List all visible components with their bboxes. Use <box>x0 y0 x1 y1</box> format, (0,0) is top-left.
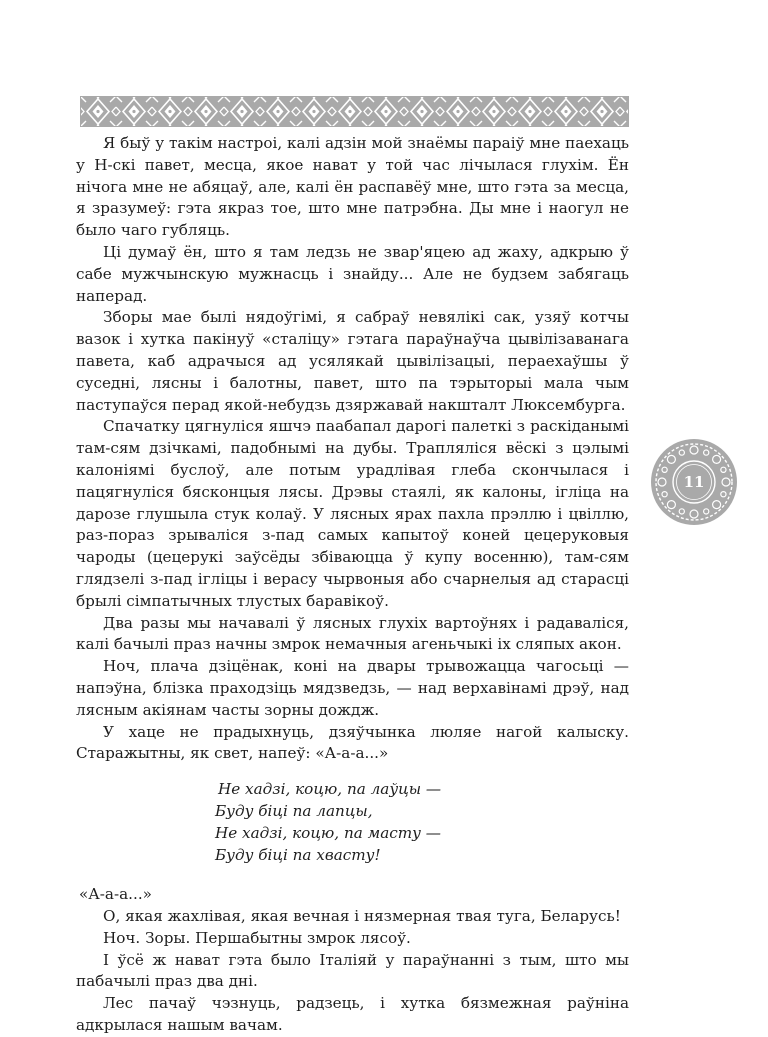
paragraph: Ноч. Зоры. Першабытны змрок лясоў. <box>103 928 411 947</box>
paragraph: І ўсё ж нават гэта было Італіяй у параўнанні з тым, што мы пабачылі праз два дні. <box>76 950 629 991</box>
paragraph: Зборы мае былі нядоўгімі, я сабраў невялікі сак, узяў котчы вазок і хутка пакінуў «сталіцу» гэтага параўнаўча цывілізаванага павета, каб адрачыся ад усялякай цывілізацыі, пераехаўшы ў суседні, лясны і балотны, павет, што па тэрыторыі мала чым паступаўся перад якой-небудзь дзяржавай накшталт Люксембурга. <box>76 308 629 414</box>
paragraph: Ці думаў ён, што я там ледзь не звар'яцею ад жаху, адкрыю ў сабе мужчынскую мужнасць і знайду... Але не будзем забягаць наперад. <box>76 242 629 305</box>
verse-line: Не хадзі, коцю, па масту — <box>215 823 441 842</box>
paragraph: Спачатку цягнуліся яшчэ паабапал дарогі палеткі з раскіданымі там-сям дзічкамі, падобнымі на дубы. Трапляліся вёскі з цэлымі калоніямі буслоў, але потым урадлівая глеба скончылася і пацягнуліся бясконцыя лясы. Дрэвы стаялі, як калоны, ігліца на дарозе глушыла стук колаў. У лясных ярах пахла прэллю і цвіллю, раз-пораз зрываліся з-пад самых капытоў коней цецеруковыя чароды (цецерукі заўсёды збіваюцца ў купу восенню), там-сям глядзелі з-пад ігліцы і верасу чырвоныя або счарнелыя ад старасці брылі сімпатычных тлустых баравікоў. <box>76 417 629 610</box>
paragraph: Я быў у такім настроі, калі адзін мой знаёмы параіў мне паехаць у Н-скі павет, месца, якое нават у той час лічылася глухім. Ён нічога мне не абяцаў, але, калі ён распавёў мне, што гэта за месца, я зразумеў: гэта якраз тое, што мне патрэбна. Ды мне і наогул не было чаго губляць. <box>76 134 629 240</box>
verse-line: Буду біці па хвасту! <box>215 845 381 864</box>
ornament-band <box>80 96 629 127</box>
ornament-pattern <box>80 96 629 127</box>
paragraph: Лес пачаў чэзнуць, радзець, і хутка бязмежная раўніна адкрылася нашым вачам. <box>76 994 629 1035</box>
paragraph: О, якая жахлівая, якая вечная і нязмерная твая туга, Беларусь! <box>103 907 621 926</box>
verse-line: Буду біці па лапцы, <box>215 801 373 820</box>
page-number: 11 <box>683 473 705 491</box>
paragraph: У хаце не прадыхнуць, дзяўчынка люляе нагой калыску. Старажытны, як свет, напеў: «А-а-а...» <box>76 722 629 763</box>
paragraph: «А-а-а...» <box>79 885 152 904</box>
body-text <box>76 133 629 1037</box>
verse-line: Не хадзі, коцю, па лаўцы — <box>218 780 442 799</box>
paragraph: Ноч, плача дзіцёнак, коні на двары трывожацца чагосьці — напэўна, блізка праходзіць мядзведзь, — над верхавінамі дрэў, над лясным акіянам часты зорны дождж. <box>76 657 629 719</box>
paragraph: Два разы мы начавалі ў лясных глухіх вартоўнях і радаваліся, калі бачылі праз начны змрок немачныя агеньчыкі іх сляпых акон. <box>76 613 629 654</box>
lullaby-verse <box>215 779 629 866</box>
